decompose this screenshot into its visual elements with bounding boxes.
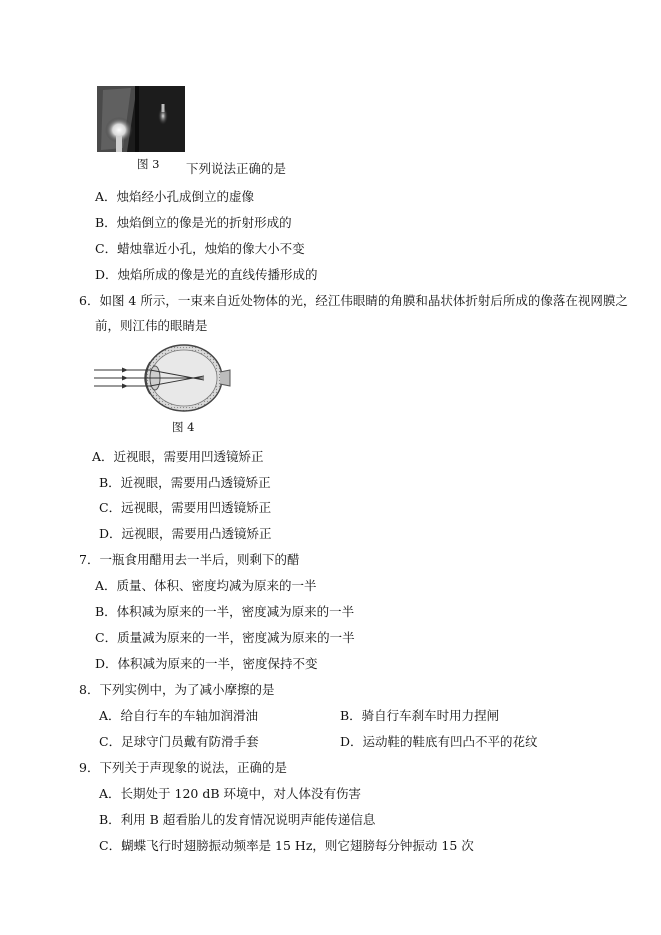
q6-option-d: D．远视眼，需要用凸透镜矫正	[99, 526, 272, 541]
q7-option-a: A．质量、体积、密度均减为原来的一半	[95, 578, 317, 593]
q5-stem-tail: 下列说法正确的是	[186, 161, 287, 176]
figure-3-photo	[97, 86, 185, 152]
q9-option-b: B．利用 B 超看胎儿的发育情况说明声能传递信息	[99, 812, 376, 827]
q5-option-c: C．蜡烛靠近小孔，烛焰的像大小不变	[95, 241, 305, 256]
q5-option-b: B．烛焰倒立的像是光的折射形成的	[95, 215, 292, 230]
q7-option-d: D．体积减为原来的一半，密度保持不变	[95, 656, 318, 671]
eye-diagram-icon	[92, 340, 232, 416]
q6-stem-line2: 前，则江伟的眼睛是	[95, 318, 208, 333]
q6-option-c: C．远视眼，需要用凹透镜矫正	[99, 500, 272, 515]
q6-stem-line1: 6．如图 4 所示，一束来自近处物体的光，经江伟眼睛的角膜和晶状体折射后所成的像落在视网膜之	[79, 293, 628, 308]
q5-option-d: D．烛焰所成的像是光的直线传播形成的	[95, 267, 318, 282]
q6-option-b: B．近视眼，需要用凸透镜矫正	[99, 475, 271, 490]
q7-option-c: C．质量减为原来的一半，密度减为原来的一半	[95, 630, 355, 645]
q9-stem: 9．下列关于声现象的说法，正确的是	[79, 760, 287, 775]
q7-stem: 7．一瓶食用醋用去一半后，则剩下的醋	[79, 552, 300, 567]
figure-4-eye-diagram	[92, 340, 232, 416]
q9-option-c: C．蝴蝶飞行时翅膀振动频率是 15 Hz，则它翅膀每分钟振动 15 次	[99, 838, 474, 853]
q7-option-b: B．体积减为原来的一半，密度减为原来的一半	[95, 604, 355, 619]
q8-option-b: B．骑自行车刹车时用力捏闸	[340, 708, 500, 723]
figure-3-caption: 图 3	[137, 157, 160, 171]
candle-image-icon	[97, 86, 185, 152]
q5-option-a: A．烛焰经小孔成倒立的虚像	[95, 189, 255, 204]
q8-option-c: C．足球守门员戴有防滑手套	[99, 734, 259, 749]
q9-option-a: A．长期处于 120 dB 环境中，对人体没有伤害	[99, 786, 361, 801]
q8-stem: 8．下列实例中，为了减小摩擦的是	[79, 682, 275, 697]
q8-option-a: A．给自行车的车轴加润滑油	[99, 708, 259, 723]
q8-option-d: D．运动鞋的鞋底有凹凸不平的花纹	[340, 734, 538, 749]
q6-option-a: A．近视眼，需要用凹透镜矫正	[92, 449, 264, 464]
figure-4-caption: 图 4	[172, 420, 195, 434]
